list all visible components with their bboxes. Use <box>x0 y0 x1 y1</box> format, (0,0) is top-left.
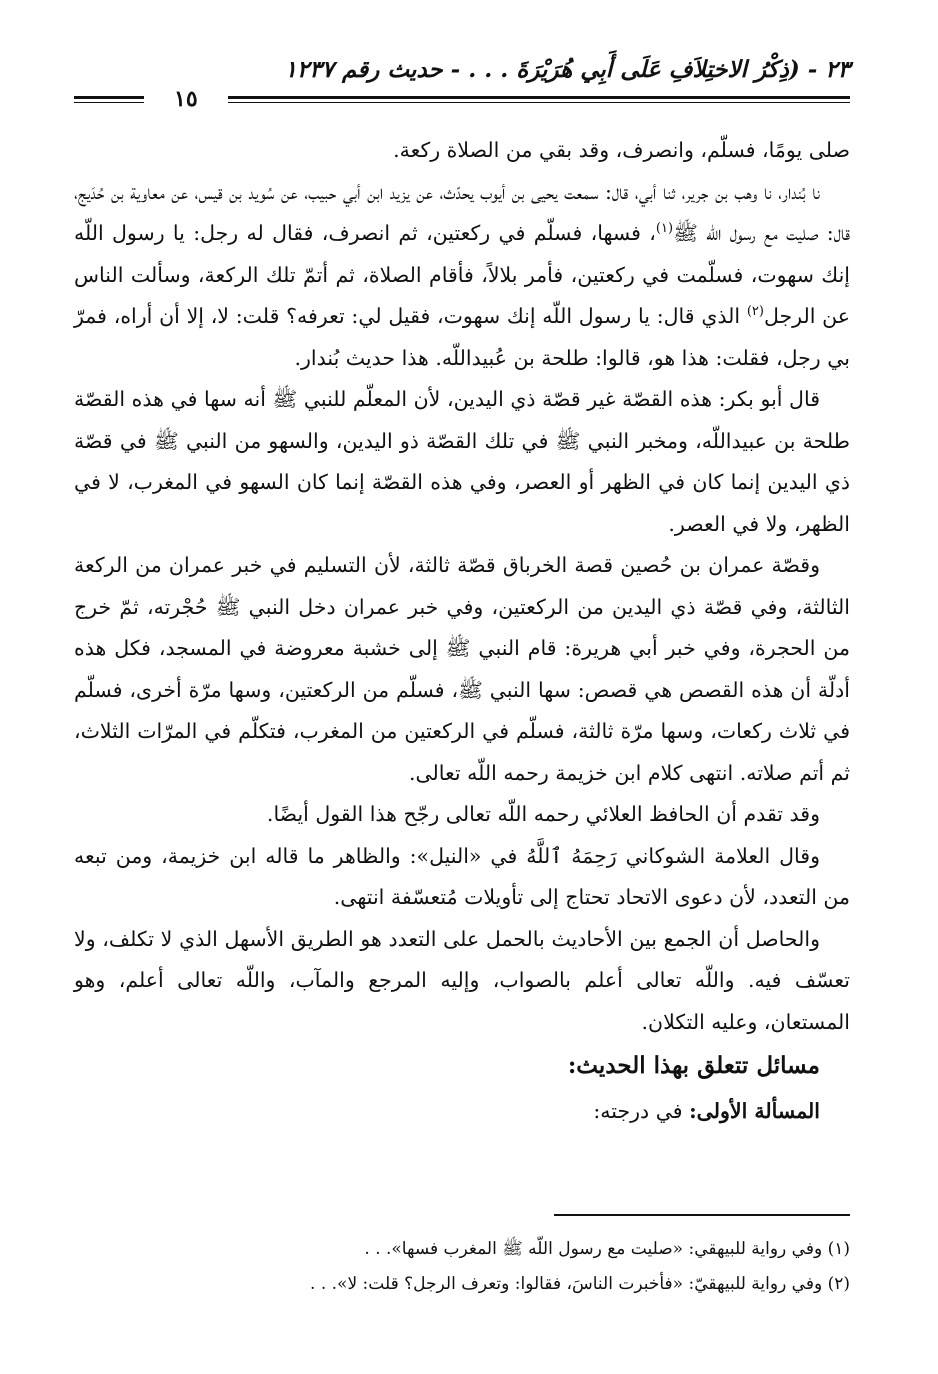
chapter-title: ٢٣ - (ذِكْرُ الاختِلاَفِ عَلَى أَبِي هُرَيْرَةَ . . . - حديث رقم ١٢٣٧ <box>284 56 850 83</box>
paragraph: وقد تقدم أن الحافظ العلائي رحمه اللّه تعالى رجّح هذا القول أيضًا. <box>266 802 820 826</box>
page-number: ١٥ <box>174 86 198 112</box>
book-page <box>74 48 850 1338</box>
footnote-rule <box>554 1214 850 1216</box>
footnote-marker[interactable]: (٢) <box>746 304 764 320</box>
paragraph: صلى يومًا، فسلّم، وانصرف، وقد بقي من الصلاة ركعة. <box>393 138 850 162</box>
issue-line <box>74 1089 850 1133</box>
footnote-2: (٢) وفي رواية للبيهقيّ: «فأخبرت الناسَ، فقالوا: وتعرف الرجل؟ قلت: لا». . . <box>310 1274 850 1294</box>
issue-label: المسألة الأولى: <box>689 1099 820 1123</box>
footnotes <box>74 1232 850 1302</box>
main-text <box>74 130 850 1133</box>
running-header <box>74 48 850 112</box>
issue-text: في درجته: <box>593 1099 683 1123</box>
header-rule <box>228 96 850 103</box>
paragraph <box>74 172 850 380</box>
paragraph: وقال العلامة الشوكاني رَحِمَهُ ٱللَّهُ في «النيل»: والظاهر ما قاله ابن خزيمة، ومن تبعه من التعدد، لأن دعوى الاتحاد تحتاج إلى تأويلات مُتعسّفة انتهى. <box>74 843 850 909</box>
paragraph: قال أبو بكر: هذه القصّة غير قصّة ذي اليدين، لأن المعلّم للنبي ﷺ أنه سها في هذه القصّة طلحة بن عبيداللّه، ومخبر النبي ﷺ في تلك القصّة ذو اليدين، والسهو من النبي ﷺ في قصّة ذي اليدين إنما كان في الظهر أو العصر، وفي هذه القصّة إنما كان السهو في المغرب، لا في الظهر، ولا في العصر. <box>74 387 850 536</box>
paragraph: وقصّة عمران بن حُصين قصة الخرباق قصّة ثالثة، لأن التسليم في خبر عمران من الركعة الثالثة، وفي قصّة ذي اليدين من الركعتين، وفي خبر عمران دخل النبي ﷺ حُجْرته، ثمّ خرج من الحجرة، وفي خبر أبي هريرة: قام النبي ﷺ إلى خشبة معروضة في المسجد، فكل هذه أدلّة أن هذه القصص هي قصص: سها النبي ﷺ، فسلّم من الركعتين، وسها مرّة أخرى، فسلّم في ثلاث ركعات، وسها مرّة ثالثة، فسلّم في الركعتين من المغرب، فتكلّم في المرّات الثلاث، ثم أتم صلاته. انتهى كلام ابن خزيمة رحمه اللّه تعالى. <box>74 553 850 785</box>
footnote-1: (١) وفي رواية للبيهقي: «صليت مع رسول اللّه ﷺ المغرب فسها». . . <box>364 1239 850 1259</box>
section-heading: مسائل تتعلق بهذا الحديث: <box>567 1052 820 1079</box>
paragraph-text: نا بُندار، نا وهب بن جرير، ثنا أبي، قال: سمعت يحيى بن أيوب يحدّث، عن يزيد ابن أبي حبيب، عن سُويد بن قيس، عن معاوية بن حُدَيج، قال: صليت مع رسول اللّه ﷺ <box>74 179 850 245</box>
paragraph-text: الذي قال: يا رسول اللّه إنك سهوت، فقيل لي: تعرفه؟ قلت: لا، إلا أن أراه، فمرّ بي رجل، فقلت: هذا هو، قالوا: طلحة بن عُبيداللّه. هذا حديث بُندار. <box>74 304 850 370</box>
footnote-marker[interactable]: (١) <box>655 221 674 237</box>
paragraph-text: ، فسها، فسلّم في ركعتين، ثم انصرف، فقال له رجل: يا رسول اللّه إنك سهوت، فسلّمت في ركعتين، فأمر بلالاً، فأقام الصلاة، ثم أتمّ تلك الركعة، وسألت الناس عن الرجل <box>74 221 850 328</box>
paragraph: والحاصل أن الجمع بين الأحاديث بالحمل على التعدد هو الطريق الأسهل الذي لا تكلف، ولا تعسّف فيه. واللّه تعالى أعلم بالصواب، وإليه المرجع والمآب، واللّه تعالى أعلم، وهو المستعان، وعليه التكلان. <box>74 926 850 1034</box>
page-number-rule <box>74 96 144 103</box>
